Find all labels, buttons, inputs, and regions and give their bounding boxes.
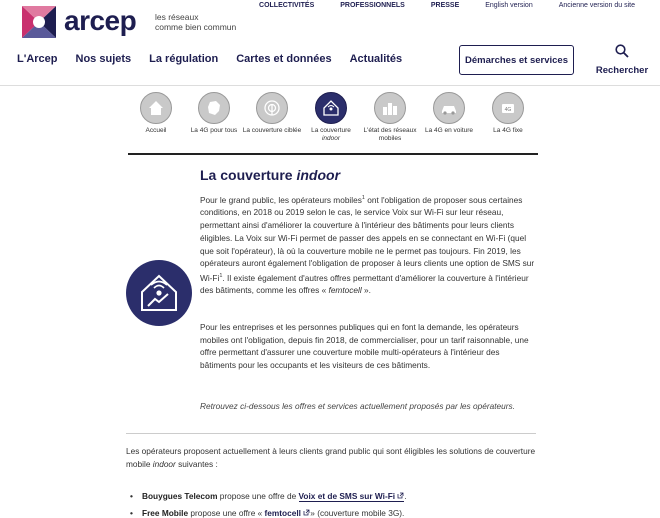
city-icon: [380, 98, 400, 118]
tab-accueil[interactable]: Accueil: [126, 92, 186, 135]
indoor-house-icon: [321, 98, 341, 118]
top-link-collectivites[interactable]: COLLECTIVITÉS: [259, 2, 315, 9]
target-antenna-icon: [262, 98, 282, 118]
arcep-logo[interactable]: [20, 4, 250, 40]
section-divider: [126, 433, 536, 434]
nav-item-cartes[interactable]: Cartes et données: [236, 53, 332, 65]
intro-paragraph: Pour le grand public, les opérateurs mobiles$^1$ ont l'obligation de proposer sous certaines conditions, en 2018 ou 2019 selon le cas, le service Voix sur Wi-Fi sur leur réseau, permettant ainsi d'améliorer la couverture à l'intérieur des bâtiments pour leurs clients éligibles. La Voix sur Wi-Fi permet de passer des appels en se connectant en Wi-Fi (quel que soit l'opérateur), là où la couverture mobile ne le permet pas toujours. Fin 2019, les opérateurs auront également l'obligation de proposer à leurs clients une option de SMS sur Wi-Fi$^1$. Il existe également d'autres offres permettant d'améliorer la couverture à l'intérieur des bâtiments, comme les offres « femtocell ».: [200, 194, 535, 296]
demarches-button[interactable]: Démarches et services: [459, 45, 574, 75]
top-links: [246, 2, 648, 9]
tab-4g-fixe[interactable]: 4G La 4G fixe: [478, 92, 538, 135]
home-icon: [146, 98, 166, 118]
indoor-coverage-illustration: [126, 260, 192, 326]
main-nav: [17, 53, 420, 65]
top-link-presse[interactable]: PRESSE: [430, 2, 460, 9]
tab-4g-pour-tous[interactable]: La 4G pour tous: [184, 92, 244, 135]
car-icon: [439, 98, 459, 118]
nav-item-regulation[interactable]: La régulation: [149, 53, 219, 65]
logo-wordmark: arcep: [64, 5, 137, 36]
tab-etat-reseaux[interactable]: L'état des réseaux mobiles: [360, 92, 420, 143]
bouygues-offer-link[interactable]: Voix et de SMS sur Wi-Fi: [299, 491, 405, 502]
offers-intro: Retrouvez ci-dessous les offres et services actuellement proposés par les opérateurs.: [200, 401, 515, 411]
nav-item-actualites[interactable]: Actualités: [349, 53, 403, 65]
list-item: • Bouygues Telecom propose une offre de Voix et de SMS sur Wi-Fi .: [130, 488, 407, 505]
consumer-offers-text: Les opérateurs proposent actuellement à leurs clients grand public qui sont éligibles les solutions de couverture mobile indoor suivantes :: [126, 446, 536, 469]
tabs-divider: [128, 153, 538, 155]
search-label: Rechercher: [595, 65, 649, 76]
indoor-house-icon: [126, 260, 192, 326]
logo-tagline: les réseaux comme bien commun: [155, 12, 237, 32]
nav-item-arcep[interactable]: L'Arcep: [17, 53, 58, 65]
search-button[interactable]: [592, 44, 652, 76]
site-header: [0, 0, 660, 86]
free-femtocell-link[interactable]: femtocell: [265, 508, 311, 518]
page-title: La couverture indoor: [200, 167, 341, 183]
svg-text:4G: 4G: [504, 107, 512, 113]
4g-box-icon: [498, 98, 518, 118]
search-icon: [615, 44, 629, 58]
tab-couverture-indoor[interactable]: La couverture indoor: [301, 92, 361, 143]
top-link-old-site[interactable]: Ancienne version du site: [558, 2, 635, 9]
arcep-logo-icon: [20, 4, 58, 40]
top-link-professionnels[interactable]: PROFESSIONNELS: [340, 2, 405, 9]
offers-list: [130, 488, 407, 518]
tab-couverture-ciblee[interactable]: La couverture ciblée: [242, 92, 302, 135]
france-map-icon: [204, 98, 224, 118]
list-item: • Free Mobile propose une offre « femtocell » (couverture mobile 3G).: [130, 505, 407, 518]
top-link-english[interactable]: English version: [485, 2, 533, 9]
nav-item-sujets[interactable]: Nos sujets: [75, 53, 132, 65]
tab-4g-voiture[interactable]: La 4G en voiture: [419, 92, 479, 135]
business-paragraph: Pour les entreprises et les personnes publiques qui en font la demande, les opérateurs mobiles ont l'obligation, depuis fin 2018, de commercialiser, pour un tarif raisonnable, une offre permettant d'assurer une couverture mobile multi-opérateurs à l'intérieur des bâtiments pour les occupants et les visiteurs de ces bâtiments.: [200, 322, 529, 371]
coverage-tabs: [130, 92, 540, 154]
